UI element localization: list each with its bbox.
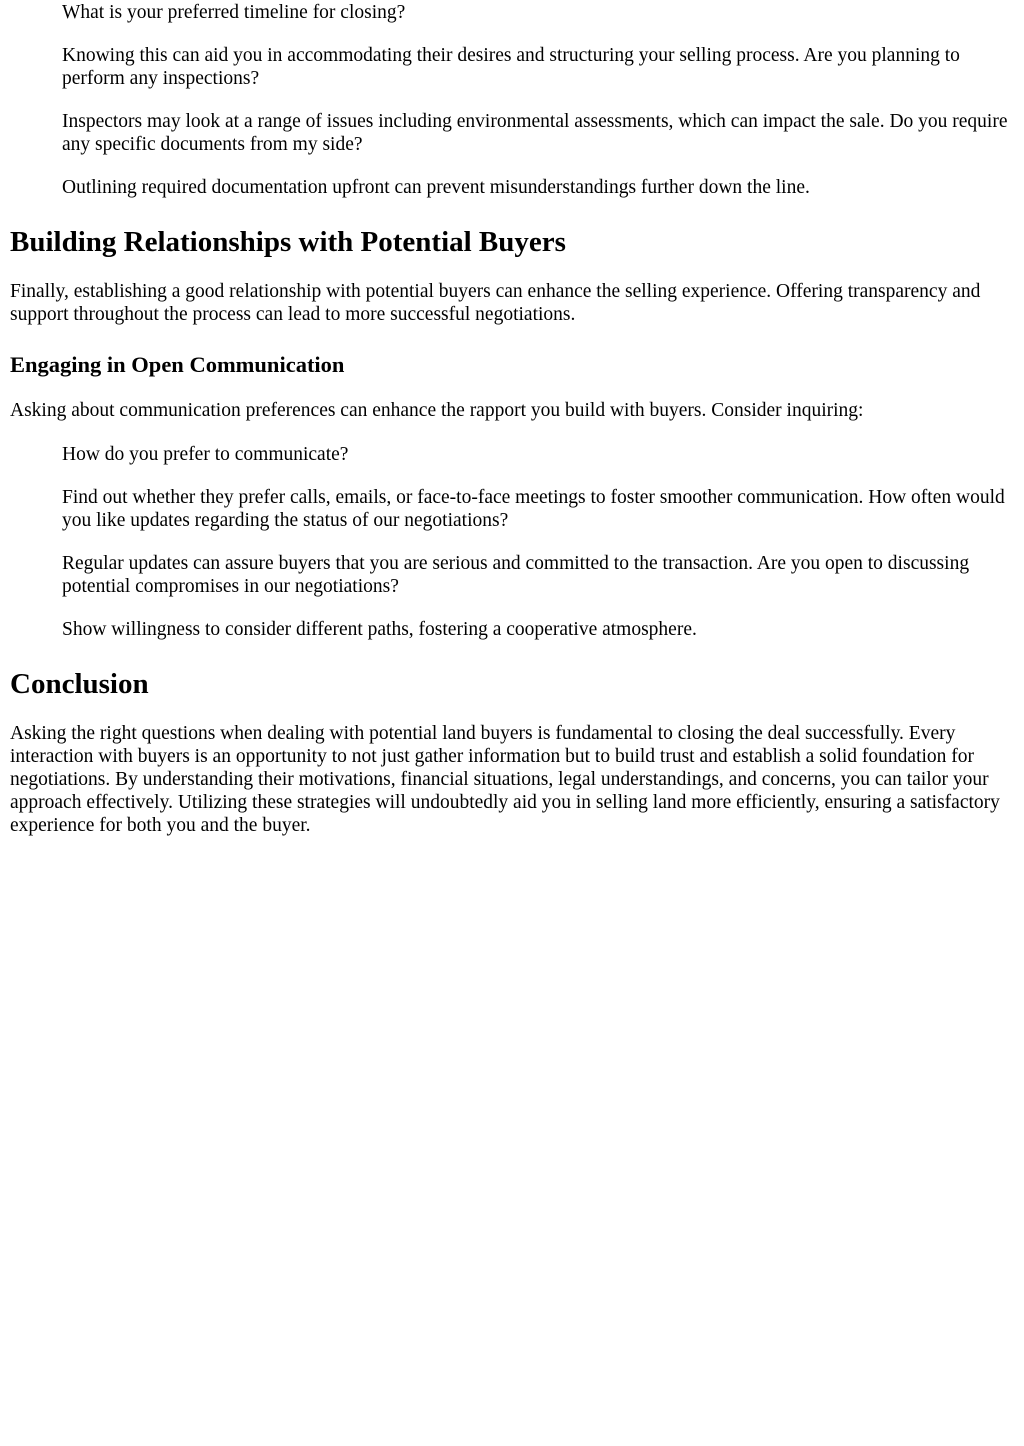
list-item: Inspectors may look at a range of issues including environmental assessments, which can impact the sale. Do you require any specific documents from my side? [62,111,1008,155]
list-item: Find out whether they prefer calls, emails, or face-to-face meetings to foster smoother communication. How often would you like updates regarding the status of our negotiations? [62,487,1005,531]
relationships-intro: Finally, establishing a good relationship with potential buyers can enhance the selling experience. Offering transparency and support throughout the process can lead to more successful negotiations. [10,281,981,325]
list-item: Outlining required documentation upfront can prevent misunderstandings further down the line. [62,177,810,198]
closing-questions-list [10,0,1014,199]
list-item: Show willingness to consider different paths, fostering a cooperative atmosphere. [62,619,697,640]
communication-lead: Asking about communication preferences can enhance the rapport you build with buyers. Consider inquiring: [10,400,864,421]
conclusion-body: Asking the right questions when dealing with potential land buyers is fundamental to closing the deal successfully. Every interaction with buyers is an opportunity to not just gather information but to build trust and establish a solid foundation for negotiations. By understanding their motivations, financial situations, legal understandings, and concerns, you can tailor your approach effectively. Utilizing these strategies will undoubtedly aid you in selling land more efficiently, ensuring a satisfactory experience for both you and the buyer. [10,723,1000,836]
list-item: Knowing this can aid you in accommodating their desires and structuring your selling process. Are you planning to perform any inspections? [62,45,960,89]
communication-questions-list [10,443,1014,641]
subheading-open-communication: Engaging in Open Communication [10,352,345,377]
list-item: What is your preferred timeline for closing? [62,2,406,23]
section-heading-conclusion: Conclusion [10,668,149,700]
section-heading-relationships: Building Relationships with Potential Buyers [10,226,566,258]
list-item: Regular updates can assure buyers that you are serious and committed to the transaction. Are you open to discussing potential compromises in our negotiations? [62,553,970,597]
list-item: How do you prefer to communicate? [62,444,349,465]
